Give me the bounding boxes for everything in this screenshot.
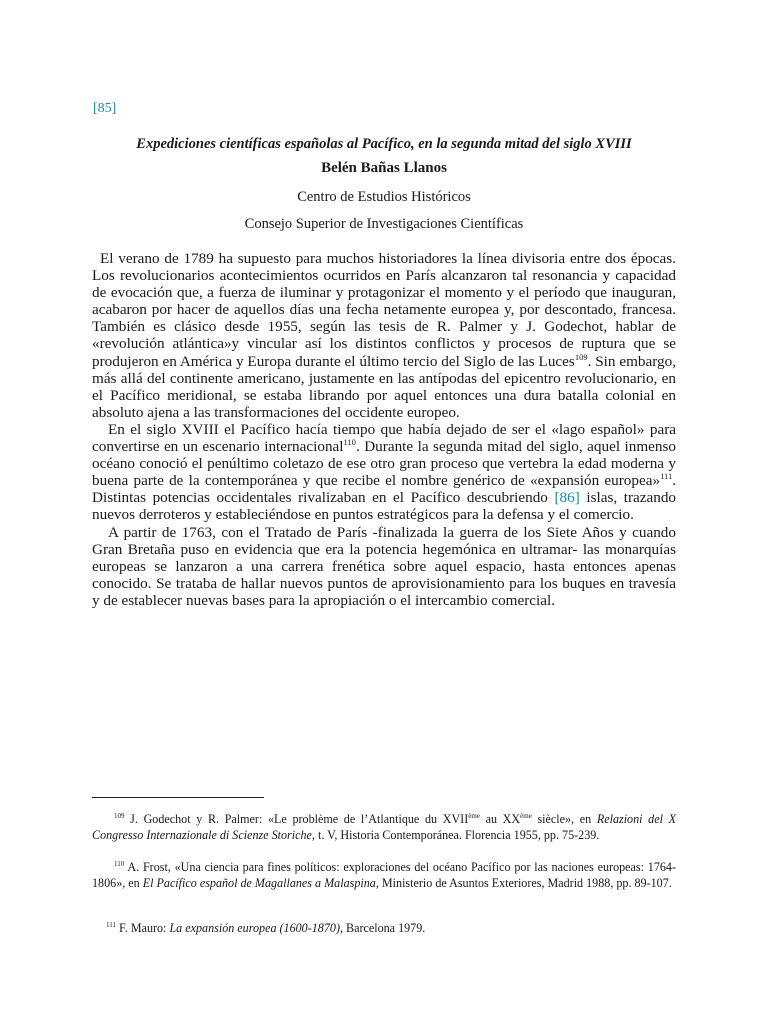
footnote-separator bbox=[92, 797, 264, 798]
article-title: Expediciones científicas españolas al Pacífico, en la segunda mitad del siglo XVIII bbox=[136, 136, 632, 152]
affiliation-line-1: Centro de Estudios Históricos bbox=[297, 189, 471, 205]
footnote-ref-110[interactable]: 110 bbox=[343, 436, 356, 447]
page-86-link[interactable]: [86] bbox=[554, 489, 580, 507]
article-body bbox=[92, 250, 676, 609]
paragraph-2 bbox=[92, 421, 676, 524]
footnote-source-title: La expansión europea (1600-1870), bbox=[169, 921, 343, 935]
superscript-text: ème bbox=[520, 811, 532, 820]
page-number-link[interactable]: [85] bbox=[93, 101, 117, 116]
footnote-text: F. Mauro: bbox=[119, 921, 167, 935]
footnote-text: siècle», en bbox=[537, 812, 592, 826]
footnote-text: au XX bbox=[485, 812, 521, 826]
footnote-text: t. V, Historia Contemporánea. Florencia 1955, pp. 75-239. bbox=[317, 828, 600, 842]
paragraph-1-text: El verano de 1789 ha supuesto para muchos historiadores la línea divisoria entre dos épocas. Los revolucionarios acontecimientos ocurridos en París alcanzaron tal resonancia y capacidad de evocación que, a fuerza de iluminar y protagonizar el momento y el período que inauguran, acabaron por hacer de aquellos días una fecha netamente europea y, por descontado, francesa. También es clásico desde 1955, según las tesis de R. Palmer y J. Godechot, hablar de «revolución atlántica»y vincular así los distintos conflictos y procesos de ruptura que se produjeron en América y Europa durante el último tercio del Siglo de las Luces bbox=[92, 250, 676, 370]
paragraph-2-text-cont2: . Distintas potencias occidentales rivalizaban en el Pacífico descubriendo bbox=[92, 472, 676, 507]
superscript-text: ème bbox=[468, 811, 480, 820]
footnote-111 bbox=[92, 920, 676, 936]
affiliation-line-2: Consejo Superior de Investigaciones Científicas bbox=[244, 216, 524, 232]
footnote-number: 110 bbox=[114, 859, 125, 868]
paragraph-3: A partir de 1763, con el Tratado de París -finalizada la guerra de los Siete Años y cuando Gran Bretaña puso en evidencia que era la potencia hegemónica en ultramar- las monarquías europeas se lanzaron a una carrera frenética sobre aquel espacio, hasta entonces apenas conocido. Se trataba de hallar nuevos puntos de aprovisionamiento para los buques en travesía y de establecer nuevas bases para la apropiación o el intercambio comercial. bbox=[92, 523, 676, 609]
footnote-source-title: El Pacífico español de Magallanes a Malaspina, bbox=[142, 876, 379, 890]
author-name: Belén Bañas Llanos bbox=[321, 160, 447, 176]
paragraph-1 bbox=[92, 250, 676, 421]
footnote-ref-109[interactable]: 109 bbox=[574, 351, 588, 362]
footnote-109 bbox=[92, 811, 676, 843]
footnote-text: J. Godechot y R. Palmer: «Le problème de l’Atlantique du XVII bbox=[130, 812, 469, 826]
paragraph-2-text: En el siglo XVIII el Pacífico hacía tiempo que había dejado de ser el «lago español» para convertirse en un escenario internacional bbox=[92, 420, 676, 456]
paragraph-1-text-cont: . Sin embargo, más allá del continente americano, justamente en las antípodas del epicentro revolucionario, en el Pacífico meridional, se estaba librando por aquel entonces una dura batalla colonial en absoluto ajena a las transformaciones del occidente europeo. bbox=[92, 352, 676, 421]
footnote-text: Barcelona 1979. bbox=[346, 921, 426, 935]
footnote-number: 111 bbox=[106, 920, 116, 929]
footnote-ref-111[interactable]: 111 bbox=[660, 471, 673, 482]
footnote-number: 109 bbox=[114, 811, 125, 820]
paragraph-2-text-cont3: islas, trazando nuevos derroteros y estableciéndose en puntos estratégicos para la defensa y el comercio. bbox=[92, 489, 677, 524]
footnote-text: Ministerio de Asuntos Exteriores, Madrid 1988, pp. 89-107. bbox=[381, 876, 672, 890]
footnote-110 bbox=[92, 859, 676, 891]
footnote-text: A. Frost, «Una ciencia para fines políticos: exploraciones del océano Pacífico por las naciones europeas: 1764-1806», en bbox=[92, 860, 676, 890]
footnote-source-title: Relazioni del X Congresso Internazionale di Scienze Storiche, bbox=[92, 812, 676, 842]
paragraph-2-text-cont: . Durante la segunda mitad del siglo, aquel inmenso océano conoció el penúltimo coletazo de ese otro gran proceso que vertebra la edad moderna y buena parte de la contemporánea y que recibe el nombre genérico de «expansión europea» bbox=[92, 438, 676, 490]
